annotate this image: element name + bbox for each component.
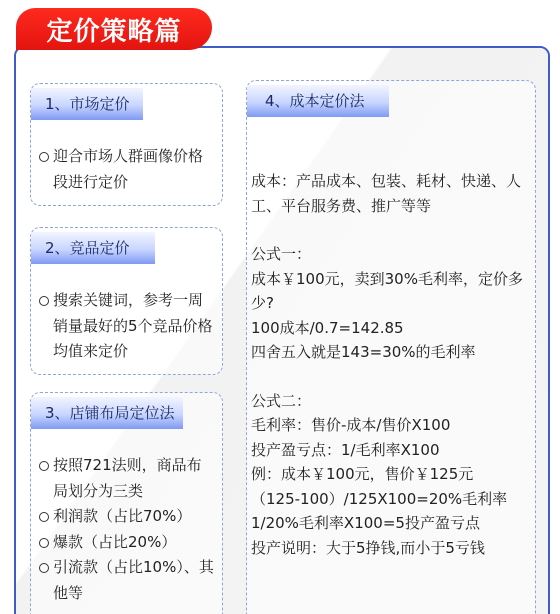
formula2-line: 例：成本￥100元，售价￥125元	[251, 465, 474, 483]
formula2-line: 投产盈亏点：1/毛利率X100	[251, 440, 440, 459]
formula2-line: 1/20%毛利率X100=5投产盈亏点	[251, 514, 480, 532]
card-store-layout	[30, 392, 223, 614]
card-body	[39, 288, 216, 365]
formula1-line: 成本￥100元，卖到30%毛利率，定价多少?	[251, 269, 523, 312]
formula2-line: 毛利率：售价-成本/售价X100	[251, 416, 451, 434]
formula2-line: 投产说明：大于5挣钱,而小于5亏钱	[251, 538, 485, 557]
card-heading: 1、市场定价	[31, 88, 143, 120]
circle-bullet-icon	[39, 152, 49, 162]
formula2-label: 公式二：	[251, 391, 312, 410]
circle-bullet-icon	[39, 296, 49, 306]
card-body	[39, 453, 216, 606]
list-item: 迎合市场人群画像价格段进行定价	[39, 144, 216, 195]
cost-components-text: 成本：产品成本、包装、耗材、快递、人工、平台服务费、推广等等	[251, 172, 522, 215]
formula1-label: 公式一：	[251, 245, 312, 263]
card-heading: 4、成本定价法	[247, 85, 389, 117]
circle-bullet-icon	[39, 461, 49, 471]
circle-bullet-icon	[39, 538, 49, 548]
circle-bullet-icon	[39, 563, 49, 573]
card-competitor-pricing	[30, 227, 223, 375]
cost-card-body	[251, 169, 531, 560]
card-cost-pricing	[246, 80, 536, 614]
list-item: 利润款（占比70%）	[39, 504, 216, 530]
list-item: 按照721法则，商品布局划分为三类	[39, 453, 216, 504]
formula1-line: 四舍五入就是143=30%的毛利率	[251, 343, 476, 361]
list-item: 引流款（占比10%）、其他等	[39, 555, 216, 606]
card-heading: 3、店铺布局定位法	[31, 397, 183, 429]
formula2-line: （125-100）/125X100=20%毛利率	[251, 489, 508, 508]
card-heading: 2、竞品定价	[31, 232, 155, 264]
list-item: 搜索关键词，参考一周销量最好的5个竞品价格均值来定价	[39, 288, 216, 365]
page-title: 定价策略篇	[46, 16, 182, 47]
card-body	[39, 144, 216, 195]
list-item: 爆款（占比20%）	[39, 530, 216, 556]
circle-bullet-icon	[39, 512, 49, 522]
formula1-line: 100成本/0.7=142.85	[251, 318, 404, 337]
page-title-tab	[16, 8, 212, 50]
card-market-pricing	[30, 83, 223, 206]
